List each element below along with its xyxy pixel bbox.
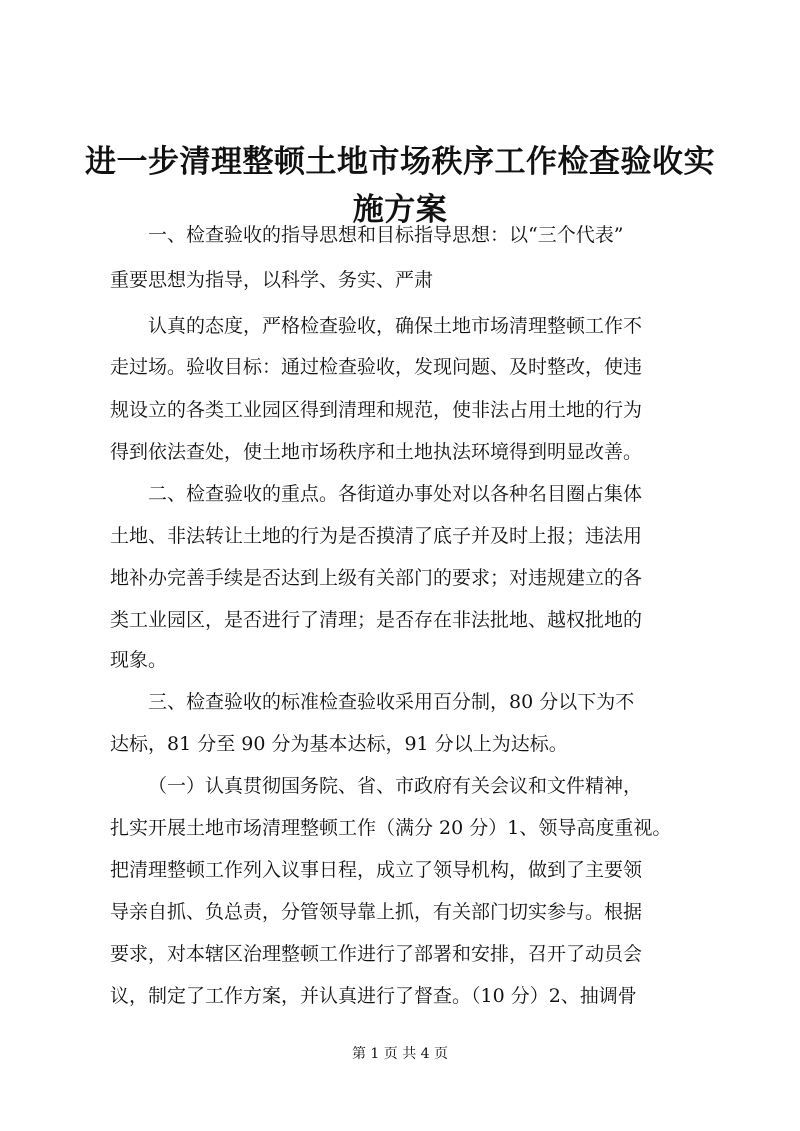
body-line: 走过场。验收目标：通过检查验收，发现问题、及时整改，使违 (110, 356, 643, 378)
body-line: 认真的态度，严格检查验收，确保土地市场清理整顿工作不 (148, 315, 643, 337)
body-line: 土地、非法转让土地的行为是否摸清了底子并及时上报；违法用 (110, 525, 643, 547)
body-line: 重要思想为指导，以科学、务实、严肃 (110, 269, 434, 291)
body-line: 把清理整顿工作列入议事日程，成立了领导机构，做到了主要领 (110, 859, 643, 881)
body-line: （一）认真贯彻国务院、省、市政府有关会议和文件精神， (148, 775, 643, 797)
page-footer: 第 1 页 共 4 页 (351, 1046, 449, 1062)
body-line: 规设立的各类工业园区得到清理和规范，使非法占用土地的行为 (110, 399, 643, 421)
document-title: 进一步清理整顿土地市场秩序工作检查验收实施方案 (85, 144, 715, 228)
body-line: 三、检查验收的标准检查验收采用百分制，80 分以下为不 (148, 691, 635, 713)
body-line: 要求，对本辖区治理整顿工作进行了部署和安排，召开了动员会 (110, 943, 643, 965)
body-line: 议，制定了工作方案，并认真进行了督查。（10 分）2、抽调骨 (110, 985, 637, 1007)
body-line: 地补办完善手续是否达到上级有关部门的要求；对违规建立的各 (110, 567, 643, 589)
body-line: 扎实开展土地市场清理整顿工作（满分 20 分）1、领导高度重视。 (110, 817, 672, 839)
body-line: 达标，81 分至 90 分为基本达标，91 分以上为达标。 (110, 733, 568, 755)
body-line: 导亲自抓、负总责，分管领导靠上抓，有关部门切实参与。根据 (110, 901, 643, 923)
body-line: 得到依法查处，使土地市场秩序和土地执法环境得到明显改善。 (110, 441, 643, 463)
body-line: 一、检查验收的指导思想和目标指导思想：以“三个代表” (148, 224, 624, 246)
body-line: 现象。 (110, 649, 168, 671)
body-line: 类工业园区，是否进行了清理；是否存在非法批地、越权批地的 (110, 609, 643, 631)
body-line: 二、检查验收的重点。各街道办事处对以各种名目圈占集体 (148, 483, 643, 505)
